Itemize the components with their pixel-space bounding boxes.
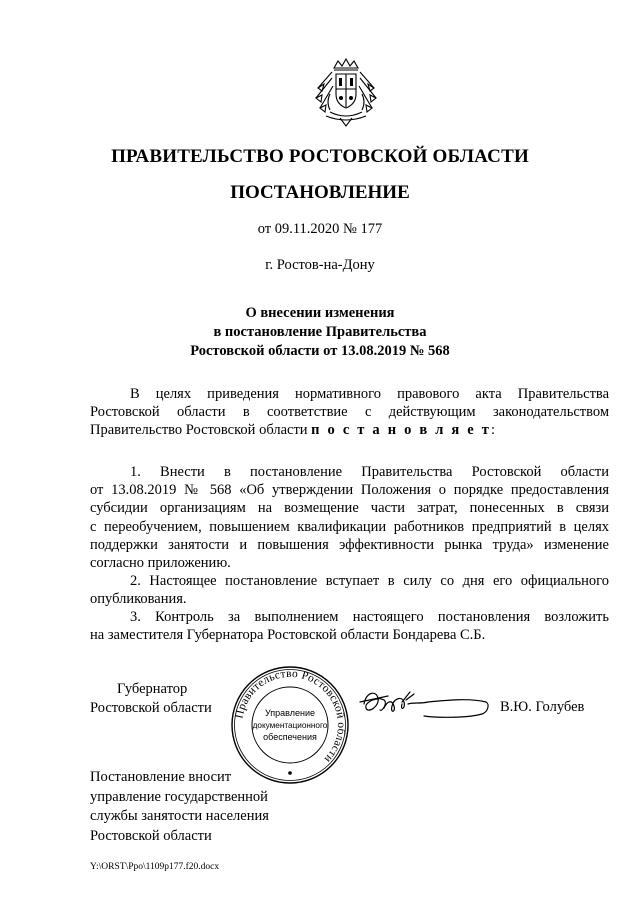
item-3-paragraph	[90, 608, 609, 644]
text-line: 1. Внести в постановление Правительства Ростовской области	[130, 464, 609, 480]
submitter-line: Ростовской области	[90, 827, 212, 844]
title-line: Ростовской области	[90, 700, 212, 716]
title-line: Губернатор	[117, 681, 188, 697]
stamp-center-line: Управление	[264, 708, 316, 718]
file-path: Y:\ORST\Ppo\1109p177.f20.docx	[90, 862, 220, 872]
document-type: ПОСТАНОВЛЕНИЕ	[230, 182, 410, 203]
governor-title	[90, 680, 212, 718]
resolves-word: п о с т а н о в л я е т	[311, 422, 492, 439]
text-line: от 13.08.2019 № 568 «Об утверждении Положения о порядке предоставления	[90, 482, 609, 499]
colon: :	[491, 422, 496, 439]
text-line: субсидии организациям на возмещение части затрат, понесенных в связи	[90, 500, 609, 517]
subject-line: в постановление Правительства	[213, 324, 427, 340]
preamble-text: Правительство Ростовской области	[90, 422, 312, 439]
text-line: Ростовской области в соответствие с действующим законодательством	[90, 404, 609, 421]
governor-name: В.Ю. Голубев	[500, 699, 585, 715]
text-line: 2. Настоящее постановление вступает в силу со дня его официального	[130, 573, 609, 589]
subject-line: Ростовской области от 13.08.2019 № 568	[190, 343, 450, 359]
date-number: от 09.11.2020 № 177	[257, 221, 383, 237]
text-line: 3. Контроль за выполнением настоящего постановления возложить	[130, 609, 609, 625]
handwritten-signature-icon	[358, 682, 493, 724]
government-title: ПРАВИТЕЛЬСТВО РОСТОВСКОЙ ОБЛАСТИ	[111, 146, 529, 167]
item-1-paragraph	[90, 463, 609, 572]
stamp-star-icon	[288, 771, 292, 775]
subject-line: О внесении изменения	[245, 305, 395, 321]
coat-of-arms-icon	[312, 58, 380, 128]
stamp-ring-text: Правительство Ростовской области	[233, 667, 348, 766]
submitter-note	[90, 768, 269, 846]
submitter-line: Постановление вносит	[90, 769, 232, 785]
subject-heading	[0, 304, 640, 361]
stamp-center-line: документационного	[252, 721, 328, 730]
stamp-center-line: обеспечения	[263, 732, 317, 742]
text-line: опубликования.	[90, 591, 187, 608]
city: г. Ростов-на-Дону	[265, 257, 375, 273]
text-line: согласно приложению.	[90, 555, 231, 572]
preamble-paragraph	[90, 385, 609, 440]
text-line: В целях приведения нормативного правового акта Правительства	[130, 386, 609, 402]
submitter-line: службы занятости населения	[90, 808, 269, 824]
submitter-line: управление государственной	[90, 788, 268, 805]
text-line: на заместителя Губернатора Ростовской области Бондарева С.Б.	[90, 627, 486, 644]
text-line: поддержки занятости и повышения эффективности рынка труда» изменение	[90, 536, 609, 553]
text-line	[90, 421, 609, 439]
item-2-paragraph	[90, 572, 609, 608]
text-line: с переобучением, повышением квалификации работников предприятий в целях	[90, 518, 609, 535]
